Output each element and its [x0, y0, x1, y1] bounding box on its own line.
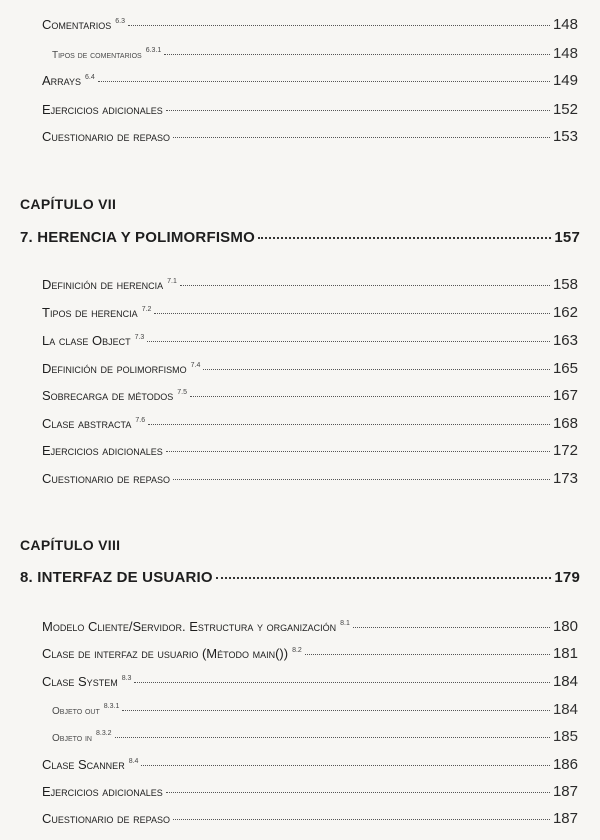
toc-entry-label: Arrays	[42, 73, 82, 88]
toc-entry-page: 181	[552, 645, 578, 662]
toc-entry-ref: 7.4	[190, 362, 201, 369]
dot-leader	[166, 792, 550, 793]
toc-entry-label: Tipos de comentarios	[52, 50, 142, 61]
toc-entry-label: Ejercicios adicionales	[42, 102, 163, 117]
chapter-title-row[interactable]	[20, 229, 580, 246]
dot-leader	[216, 577, 552, 579]
dot-leader	[122, 710, 550, 711]
toc-entry-ref: 8.4	[128, 758, 139, 765]
dot-leader	[180, 285, 550, 286]
toc-entry-page: 163	[552, 332, 578, 349]
toc-entry-label: Sobrecarga de métodos	[42, 388, 174, 403]
toc-entry-page: 172	[552, 442, 578, 459]
dot-leader	[173, 819, 550, 820]
toc-entry-ref: 8.1	[340, 620, 350, 627]
toc-entry-ejercicios[interactable]	[42, 101, 578, 118]
toc-subentry-tipos-comentarios[interactable]	[52, 45, 578, 62]
toc-entry-page: 187	[552, 783, 578, 800]
toc-entry[interactable]	[42, 442, 578, 459]
toc-entry-ref: 8.2	[292, 647, 302, 654]
toc-entry[interactable]	[42, 304, 578, 321]
toc-entry[interactable]	[42, 360, 578, 377]
toc-entry-cuestionario[interactable]	[42, 128, 578, 145]
toc-entry-ref: 6.4	[85, 74, 95, 81]
dot-leader	[190, 396, 550, 397]
chapter-label: CAPÍTULO VIII	[20, 537, 121, 553]
dot-leader	[258, 237, 551, 239]
toc-entry-label: Clase Scanner	[42, 757, 125, 772]
toc-entry-label: Definición de herencia	[42, 277, 164, 292]
toc-entry-page: 153	[552, 128, 578, 145]
toc-entry-arrays[interactable]	[42, 72, 578, 89]
toc-entry-page: 167	[552, 387, 578, 404]
toc-entry[interactable]	[42, 276, 578, 293]
chapter-title: 8. INTERFAZ DE USUARIO	[20, 569, 213, 586]
toc-entry-ref: 7.5	[177, 389, 187, 396]
dot-leader	[128, 25, 550, 26]
toc-entry[interactable]	[42, 783, 578, 800]
dot-leader	[166, 110, 550, 111]
chapter-page: 179	[554, 569, 580, 586]
toc-entry-label: Comentarios	[42, 17, 112, 32]
toc-entry[interactable]	[42, 645, 578, 662]
toc-entry[interactable]	[42, 756, 578, 773]
toc-entry-page: 184	[552, 701, 578, 718]
toc-entry-page: 165	[552, 360, 578, 377]
toc-entry[interactable]	[42, 415, 578, 432]
toc-entry[interactable]	[42, 810, 578, 827]
toc-entry-label: Objeto in	[52, 733, 92, 744]
toc-entry-page: 187	[552, 810, 578, 827]
toc-entry-page: 173	[552, 470, 578, 487]
toc-entry-page: 162	[552, 304, 578, 321]
toc-entry-label: Clase de interfaz de usuario (Método main())	[42, 646, 289, 661]
dot-leader	[148, 424, 550, 425]
dot-leader	[98, 81, 550, 82]
toc-entry-label: Modelo Cliente/Servidor. Estructura y organización	[42, 619, 337, 634]
toc-entry[interactable]	[42, 618, 578, 635]
toc-entry-label: Definición de polimorfismo	[42, 361, 187, 376]
toc-entry-page: 168	[552, 415, 578, 432]
toc-entry[interactable]	[42, 387, 578, 404]
toc-entry-ref: 7.1	[167, 278, 177, 285]
dot-leader	[115, 737, 550, 738]
dot-leader	[141, 765, 550, 766]
toc-entry-page: 152	[552, 101, 578, 118]
toc-subentry[interactable]	[52, 701, 578, 718]
toc-entry-page: 158	[552, 276, 578, 293]
dot-leader	[353, 627, 550, 628]
dot-leader	[164, 54, 550, 55]
toc-entry-label: Clase System	[42, 674, 118, 689]
dot-leader	[134, 682, 550, 683]
toc-entry-label: Cuestionario de repaso	[42, 471, 170, 486]
toc-entry-comentarios[interactable]	[42, 16, 578, 33]
toc-entry-ref: 8.3	[121, 675, 132, 682]
chapter-label: CAPÍTULO VII	[20, 196, 117, 212]
toc-entry-page: 149	[552, 72, 578, 89]
toc-entry-ref: 7.6	[135, 417, 146, 424]
dot-leader	[203, 369, 550, 370]
toc-entry-page: 180	[552, 618, 578, 635]
toc-entry-label: Tipos de herencia	[42, 305, 138, 320]
toc-entry-label: Ejercicios adicionales	[42, 443, 163, 458]
toc-entry[interactable]	[42, 470, 578, 487]
toc-entry-label: Clase abstracta	[42, 416, 132, 431]
toc-entry-ref: 7.3	[134, 334, 145, 341]
dot-leader	[154, 313, 550, 314]
dot-leader	[173, 479, 550, 480]
toc-entry-page: 185	[552, 728, 578, 745]
toc-entry-page: 184	[552, 673, 578, 690]
toc-entry-label: Cuestionario de repaso	[42, 811, 170, 826]
toc-entry-page: 148	[552, 16, 578, 33]
toc-entry-label: Objeto out	[52, 706, 100, 717]
toc-entry[interactable]	[42, 332, 578, 349]
dot-leader	[305, 654, 550, 655]
toc-entry-label: Ejercicios adicionales	[42, 784, 163, 799]
toc-subentry[interactable]	[52, 728, 578, 745]
toc-entry-ref: 8.3.2	[96, 730, 112, 737]
toc-entry-ref: 8.3.1	[103, 703, 120, 710]
toc-entry-label: Cuestionario de repaso	[42, 129, 170, 144]
toc-entry[interactable]	[42, 673, 578, 690]
toc-entry-page: 186	[552, 756, 578, 773]
toc-entry-ref: 6.3	[115, 18, 125, 25]
toc-entry-label: La clase Object	[42, 333, 131, 348]
chapter-title-row[interactable]	[20, 569, 580, 586]
chapter-title: 7. HERENCIA Y POLIMORFISMO	[20, 229, 255, 246]
dot-leader	[147, 341, 550, 342]
toc-entry-ref: 7.2	[141, 306, 152, 313]
dot-leader	[166, 451, 550, 452]
dot-leader	[173, 137, 550, 138]
toc-entry-page: 148	[552, 45, 578, 62]
toc-entry-ref: 6.3.1	[145, 47, 162, 54]
chapter-page: 157	[554, 229, 580, 246]
